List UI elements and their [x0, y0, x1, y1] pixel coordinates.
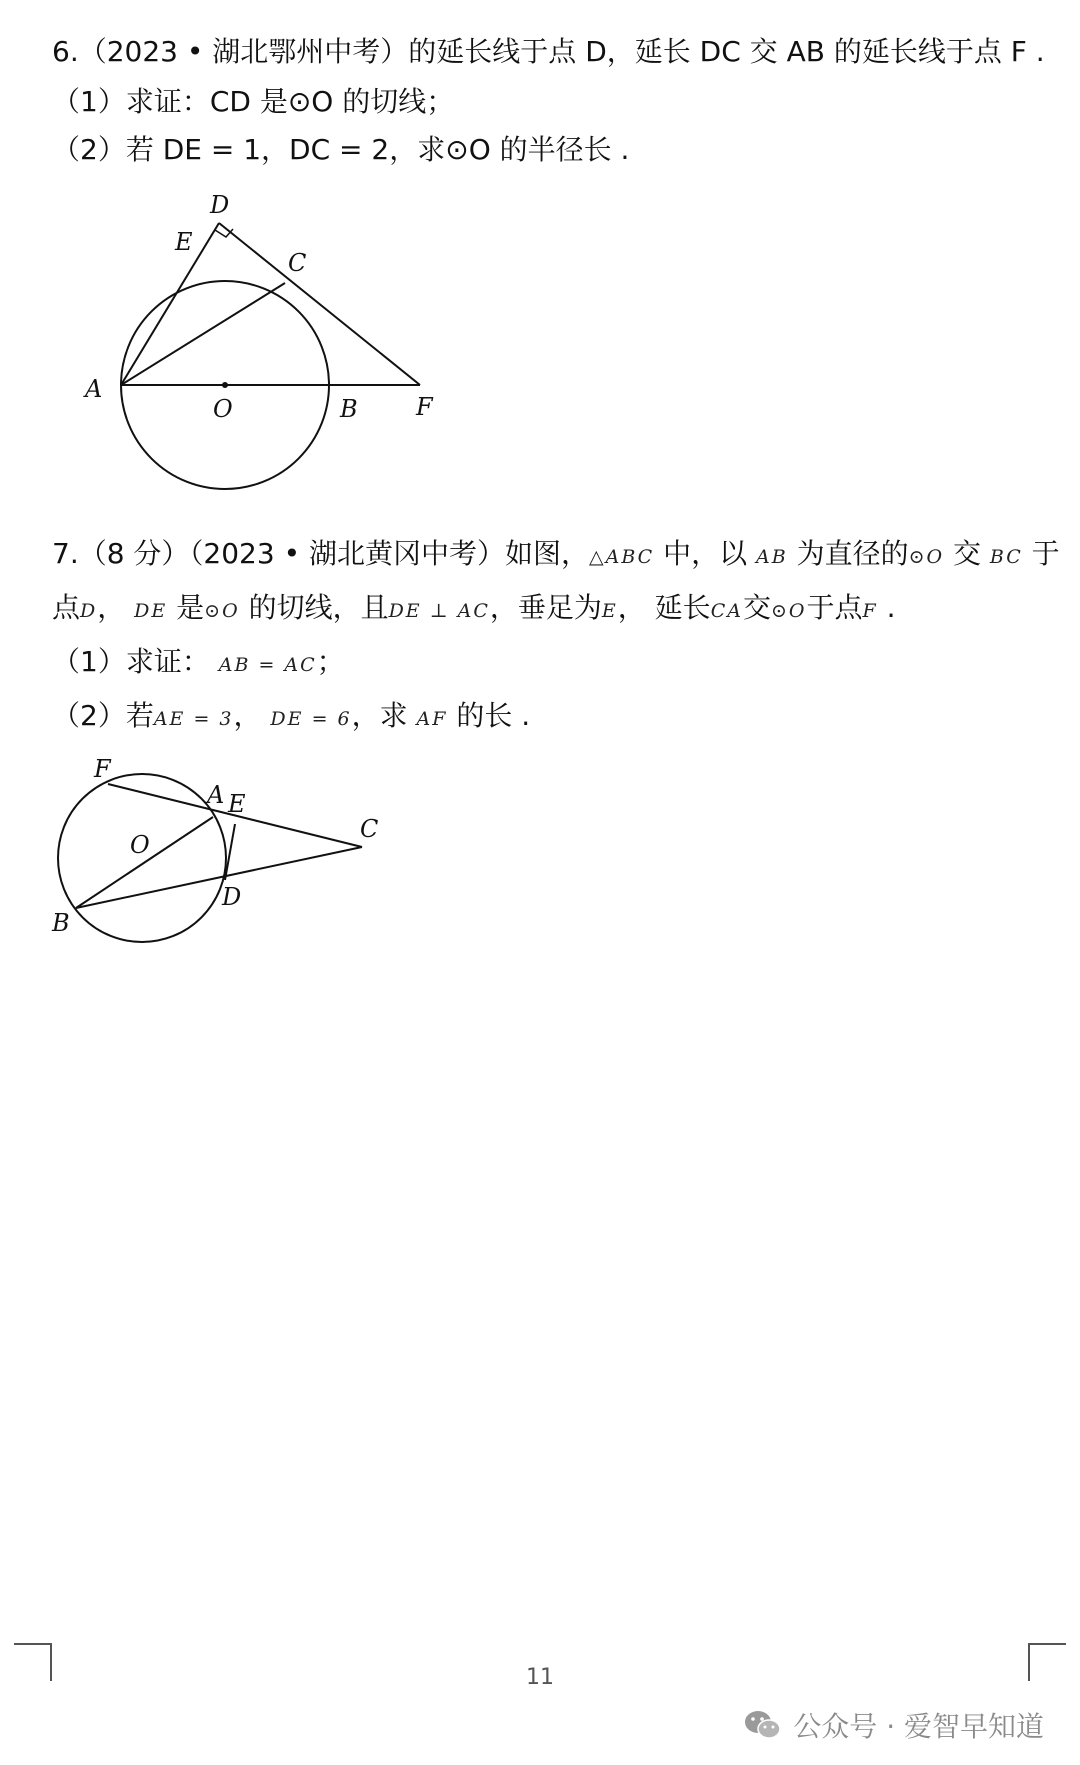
wechat-icon: [743, 1709, 783, 1741]
q6-label-O: O: [213, 395, 233, 423]
q7-label-A: A: [207, 781, 225, 809]
math-ab-eq-ac: AB = AC: [218, 654, 317, 676]
math-de-eq-6: DE = 6: [270, 708, 352, 730]
q6-label-B: B: [340, 395, 358, 423]
q7-line-BC: [76, 847, 362, 908]
page-number: 11: [526, 1665, 554, 1690]
q6-label-A: A: [85, 375, 103, 403]
q7-text: 点: [52, 591, 81, 624]
q6-right-angle-mark: [215, 229, 233, 237]
q7-text: 于: [1022, 537, 1060, 570]
q7-text: 交: [742, 591, 771, 624]
q7-text: 为直径的: [787, 537, 909, 570]
q7-label-B: B: [52, 909, 70, 937]
math-circle-o: ⊙O: [204, 600, 240, 622]
q7-label-D: D: [222, 883, 242, 911]
q7-text: ，: [97, 591, 135, 624]
q7-part1: [52, 644, 345, 683]
q6-label-C: C: [288, 249, 307, 277]
math-ae-eq-3: AE = 3: [153, 708, 234, 730]
math-ca: CA: [710, 600, 743, 622]
q7-text: 于点: [806, 591, 863, 624]
q7-text: ，: [233, 699, 271, 732]
q7-part2: [52, 698, 530, 737]
q7-text: ；: [316, 645, 345, 678]
q6-line-AC: [121, 283, 285, 385]
q6-line-DF: [219, 223, 420, 385]
q7-text: ，求: [351, 699, 417, 732]
q7-text: 是: [167, 591, 205, 624]
q7-figure: [40, 755, 400, 955]
math-circle-o: ⊙O: [908, 546, 945, 568]
q7-text: ，垂足为: [489, 591, 602, 624]
q7-text: 交: [944, 537, 990, 570]
q6-label-D: D: [210, 195, 230, 219]
math-ab: AB: [756, 546, 788, 568]
q7-label-E: E: [228, 790, 246, 818]
q7-line2: [52, 590, 895, 629]
q7-title: [52, 536, 1060, 575]
q7-text: （2）若: [52, 699, 154, 732]
q6-line-AD: [121, 223, 219, 385]
q7-text: ， 延长: [617, 591, 711, 624]
q7-text: .: [877, 591, 896, 624]
q6-label-E: E: [175, 228, 193, 256]
math-e: E: [601, 600, 618, 622]
q7-label-O: O: [130, 831, 150, 859]
q6-center-dot: [222, 382, 228, 388]
q6-part2: （2）若 DE = 1，DC = 2，求⊙O 的半径长 .: [52, 133, 630, 166]
watermark: [743, 1705, 1044, 1745]
math-af: AF: [416, 708, 448, 730]
q6-label-F: F: [416, 393, 433, 421]
q7-text: 的长 .: [447, 699, 531, 732]
q7-text: 的切线，且: [239, 591, 389, 624]
q7-label-C: C: [360, 815, 379, 843]
math-triangle-abc: △ABC: [589, 546, 655, 568]
math-de: DE: [134, 600, 168, 622]
math-circle-o: ⊙O: [770, 600, 807, 622]
q6-part1: （1）求证：CD 是⊙O 的切线；: [52, 85, 455, 118]
math-f: F: [862, 600, 878, 622]
q6-title: 6.（2023 • 湖北鄂州中考）的延长线于点 D，延长 DC 交 AB 的延长线于点 F .: [52, 35, 1045, 68]
watermark-text: 公众号 · 爱智早知道: [793, 1710, 1044, 1743]
math-d: D: [80, 600, 98, 622]
q7-text: 中，以: [654, 537, 757, 570]
q7-text: 7.（8 分）（2023 • 湖北黄冈中考）如图，: [52, 537, 590, 570]
q7-label-F: F: [94, 755, 111, 783]
q6-figure: [60, 195, 460, 515]
q7-text: （1）求证：: [52, 645, 219, 678]
math-de-perp-ac: DE ⊥ AC: [388, 600, 490, 622]
math-bc: BC: [989, 546, 1023, 568]
